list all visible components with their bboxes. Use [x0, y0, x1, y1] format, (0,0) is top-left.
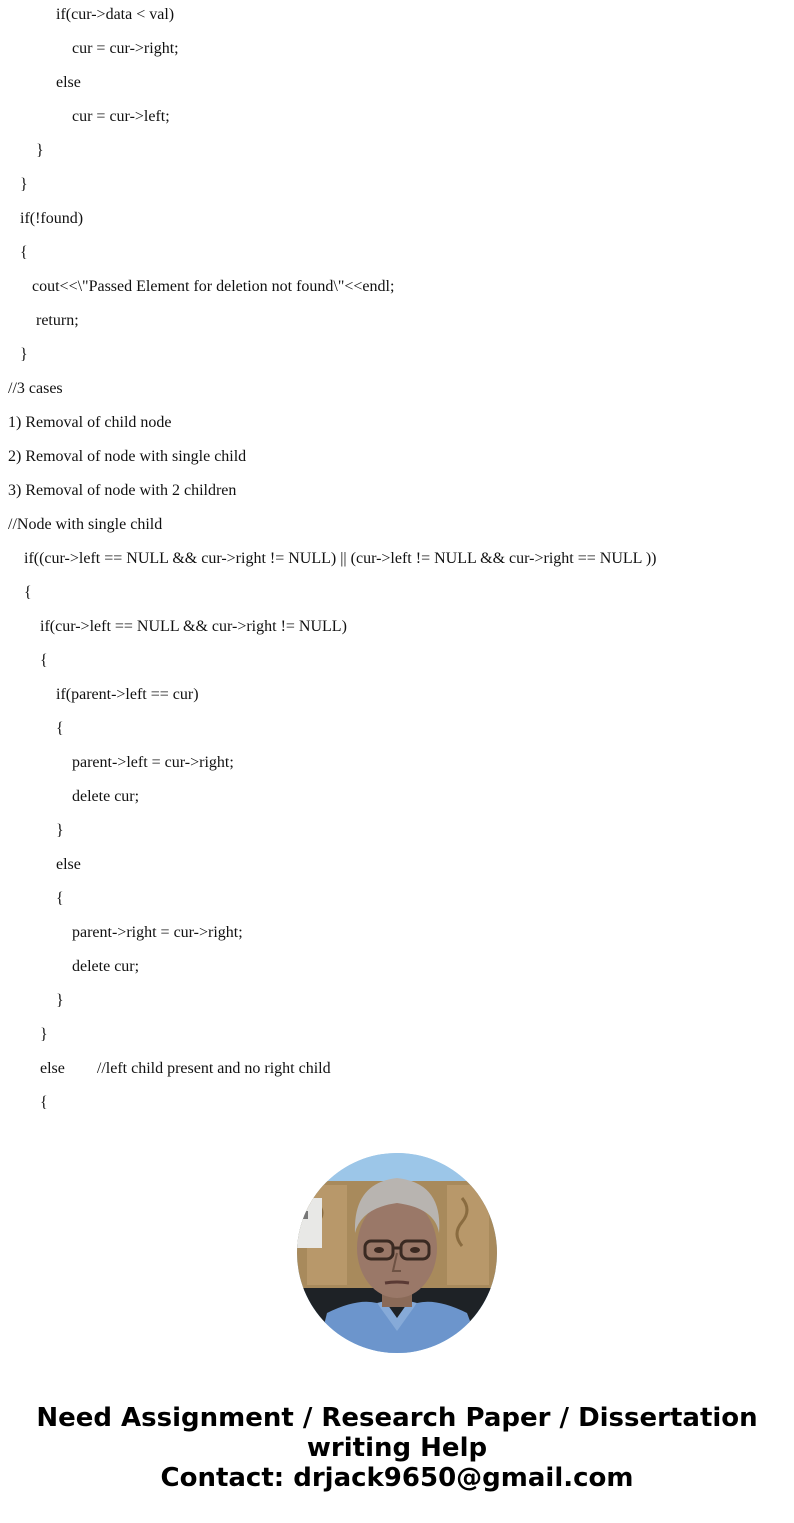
code-line: delete cur; — [72, 958, 140, 975]
code-line: if((cur->left == NULL && cur->right != NULL) || (cur->left != NULL && cur->right == NULL )) — [24, 550, 657, 567]
code-line: } — [36, 142, 44, 159]
code-line: } — [40, 1026, 48, 1043]
promo-headline: Need Assignment / Research Paper / Dissertation — [36, 1403, 758, 1433]
code-line: { — [40, 652, 48, 669]
code-line: //3 cases — [8, 380, 63, 397]
code-line: else — [56, 74, 81, 91]
code-line: delete cur; — [72, 788, 140, 805]
code-line: } — [20, 176, 28, 193]
code-line: { — [24, 584, 32, 601]
code-line: cur = cur->right; — [72, 40, 179, 57]
code-line: cout<<\"Passed Element for deletion not found\"<<endl; — [32, 278, 395, 295]
code-line: if(parent->left == cur) — [56, 686, 199, 703]
code-line: } — [56, 822, 64, 839]
code-line: cur = cur->left; — [72, 108, 170, 125]
code-line: { — [20, 244, 28, 261]
avatar — [297, 1153, 497, 1353]
code-line: if(cur->left == NULL && cur->right != NULL) — [40, 618, 347, 635]
promo-subheadline: writing Help — [306, 1433, 488, 1463]
code-line: parent->left = cur->right; — [72, 754, 234, 771]
code-line: } — [56, 992, 64, 1009]
code-line: { — [56, 720, 64, 737]
code-line: } — [20, 346, 28, 363]
code-line: return; — [36, 312, 79, 329]
contact-email: Contact: drjack9650@gmail.com — [160, 1463, 634, 1493]
code-line: else //left child present and no right child — [40, 1060, 331, 1077]
code-line: 1) Removal of child node — [8, 414, 172, 431]
code-line: if(cur->data < val) — [56, 6, 175, 23]
code-line: if(!found) — [20, 210, 84, 227]
code-line: else — [56, 856, 81, 873]
code-line: { — [40, 1094, 48, 1111]
code-line: parent->right = cur->right; — [72, 924, 243, 941]
person-photo-icon — [297, 1153, 497, 1353]
code-line: 2) Removal of node with single child — [8, 448, 247, 465]
code-line: { — [56, 890, 64, 907]
promo-banner — [0, 1403, 794, 1493]
code-line: //Node with single child — [8, 516, 163, 533]
code-line: 3) Removal of node with 2 children — [8, 482, 237, 499]
